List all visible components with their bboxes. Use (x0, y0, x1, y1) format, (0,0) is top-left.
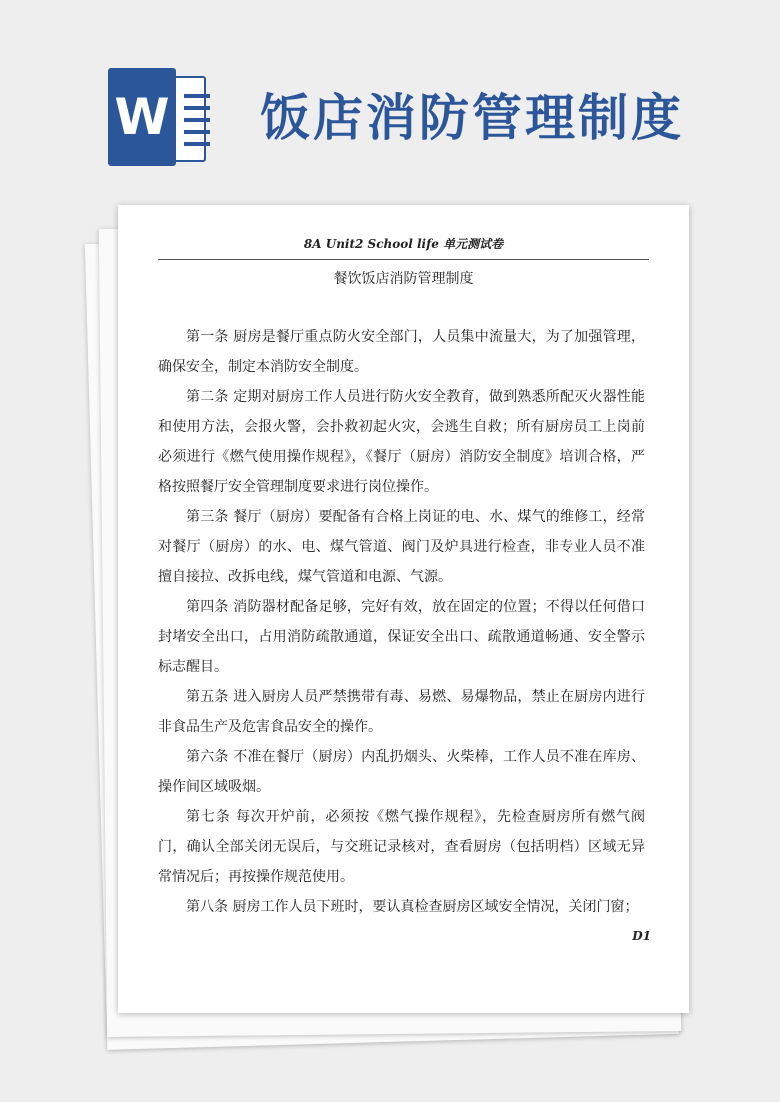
running-header: 8A Unit2 School life 单元测试卷 (303, 237, 504, 251)
article-8: 第八条 厨房工作人员下班时，要认真检查厨房区域安全情况，关闭门窗； (186, 899, 639, 915)
header-rule (158, 259, 649, 260)
article-5: 第五条 进入厨房人员严禁携带有毒、易燃、易爆物品，禁止在厨房内进行非食品生产及危害食品安全的操作。 (158, 689, 645, 735)
article-1: 第一条 厨房是餐厅重点防火安全部门，人员集中流量大，为了加强管理，确保安全，制定本消防安全制度。 (158, 329, 645, 375)
article-7: 第七条 每次开炉前，必须按《燃气操作规程》，先检查厨房所有燃气阀门，确认全部关闭无误后，与交班记录核对，查看厨房（包括明档）区域无异常情况后；再按操作规范使用。 (158, 809, 645, 885)
document-title: 餐饮饭店消防管理制度 (333, 271, 474, 287)
article-6: 第六条 不准在餐厅（厨房）内乱扔烟头、火柴棒，工作人员不准在库房、操作间区域吸烟。 (158, 749, 645, 795)
page-number: D1 (632, 929, 651, 943)
word-icon-line (184, 130, 210, 134)
word-icon (108, 68, 206, 166)
word-icon-line (184, 94, 210, 98)
article-4: 第四条 消防器材配备足够，完好有效，放在固定的位置；不得以任何借口封堵安全出口，占用消防疏散通道，保证安全出口、疏散通道畅通、安全警示标志醒目。 (158, 599, 645, 675)
banner-title: 饭店消防管理制度 (260, 89, 684, 147)
document-body (158, 322, 645, 922)
word-icon-line (184, 106, 210, 110)
article-3: 第三条 餐厅（厨房）要配备有合格上岗证的电、水、煤气的维修工，经常对餐厅（厨房）的水、电、煤气管道、阀门及炉具进行检查，非专业人员不准擅自接拉、改拆电线，煤气管道和电源、气源。 (158, 509, 645, 585)
document-page (118, 205, 689, 1013)
word-icon-line (184, 142, 210, 146)
banner (0, 0, 780, 200)
article-2: 第二条 定期对厨房工作人员进行防火安全教育，做到熟悉所配灭火器性能和使用方法，会报火警，会扑救初起火灾，会逃生自救；所有厨房员工上岗前必须进行《燃气使用操作规程》，《餐厅（厨房）消防安全制度》培训合格，严格按照餐厅安全管理制度要求进行岗位操作。 (158, 389, 645, 495)
word-icon-letter: W (108, 68, 176, 166)
word-icon-line (184, 118, 210, 122)
